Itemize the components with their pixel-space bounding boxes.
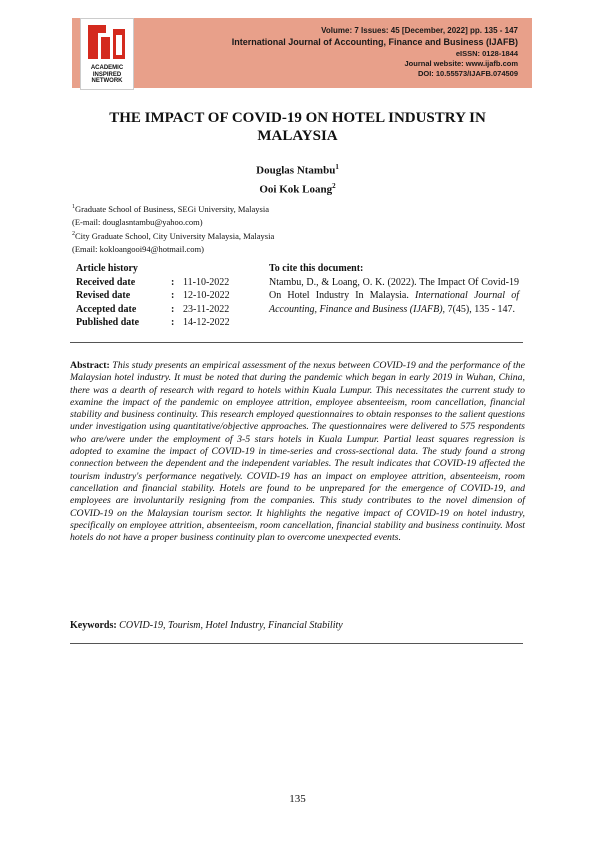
history-row: Accepted date : 23-11-2022 [76, 303, 230, 315]
citation-text: Ntambu, D., & Loang, O. K. (2022). The Impact Of Covid-19 On Hotel Industry In Malaysia. International Journal of Accounting, Finance and Business (IJAFB), 7(45), 135 - 147. [269, 276, 519, 315]
history-row: Received date : 11-10-2022 [76, 276, 230, 288]
journal-info [232, 26, 518, 79]
author: Ooi Kok Loang$^2$ [259, 181, 336, 196]
affiliation-line: (E-mail: douglasntambu@yahoo.com) [72, 217, 203, 228]
logo-caption: ACADEMIC INSPIRED NETWORK [90, 65, 124, 84]
history-heading: Article history [76, 263, 138, 274]
divider [70, 643, 523, 644]
affiliation-line: $^1$Graduate School of Business, SEGi University, Malaysia [72, 203, 269, 214]
abstract [70, 360, 525, 544]
article-history [76, 262, 263, 330]
keywords-value: COVID-19, Tourism, Hotel Industry, Financial Stability [119, 620, 343, 631]
history-row: Published date : 14-12-2022 [76, 317, 230, 328]
page-number: 135 [289, 793, 306, 805]
eissn: eISSN: 0128-1844 [455, 49, 518, 58]
keywords [70, 619, 525, 632]
journal-name: International Journal of Accounting, Finance and Business (IJAFB) [231, 37, 518, 47]
affiliation-line: (Email: kokloangooi94@hotmail.com) [72, 243, 204, 254]
abstract-text: This study presents an empirical assessment of the nexus between COVID-19 and the performance of the Malaysian hotel industry. It must be noted that during the pandemic which began in early 2019 in Wuhan, China, there was a dearth of research with regard to hotels within Kuala Lumpur. This necessitates the current study to examine the impact of the pandemic on employee attrition, employee absenteeism, room cancellation, financial stability and business continuity. This research employed questionnaires to obtain responses to the salient questions under investigation using quantitative/objective approaches. The questionnaires were delivered to 575 respondents who are/were under the employment of 3-5 stars hotels in Kuala Lumpur. Partial least squares regression is adopted to examine the impact of COVID-19 in time-series and cross-sectional data. The study found a strong connection between the dependent and the independent variables. The result indicates that COVID-19 affected the tourism industry's performance negatively. COVID-19 has an impact on employee attrition, absenteeism, room cancellation and financial stability. Hotels are found to be unprepared for the emergence of COVID-19, and employees are involuntarily resigning from the companies. This study contributes to the novel dimension of COVID-19 on the Malaysian tourism sector. It highlights the negative impact of COVID-19 on hotel industry, specifically on employee attrition, absenteeism, room cancellation, financial stability and business continuity. Most hotels do not have a proper business continuity plan to overcome unexpected events. [70, 360, 525, 544]
affiliations [72, 202, 274, 255]
divider [70, 342, 523, 343]
ain-logo-icon [87, 23, 127, 61]
journal-website[interactable]: Journal website: www.ijafb.com [404, 59, 518, 68]
keywords-label: Keywords: [70, 620, 117, 631]
journal-header-banner [72, 18, 532, 88]
doi[interactable]: DOI: 10.55573/IJAFB.074509 [417, 69, 518, 78]
paper-title: THE IMPACT OF COVID-19 ON HOTEL INDUSTRY IN MALAYSIA [109, 110, 486, 144]
affiliation-line: $^2$City Graduate School, City University Malaysia, Malaysia [72, 230, 275, 241]
author: Douglas Ntambu$^1$ [256, 163, 339, 177]
journal-logo [80, 18, 134, 90]
citation-heading: To cite this document: [269, 263, 364, 274]
volume-issue: Volume: 7 Issues: 45 [December, 2022] pp. 135 - 147 [321, 26, 518, 35]
history-row: Revised date : 12-10-2022 [76, 290, 230, 301]
citation-block [269, 262, 519, 316]
abstract-label: Abstract: [70, 360, 110, 371]
author-list [0, 160, 595, 197]
